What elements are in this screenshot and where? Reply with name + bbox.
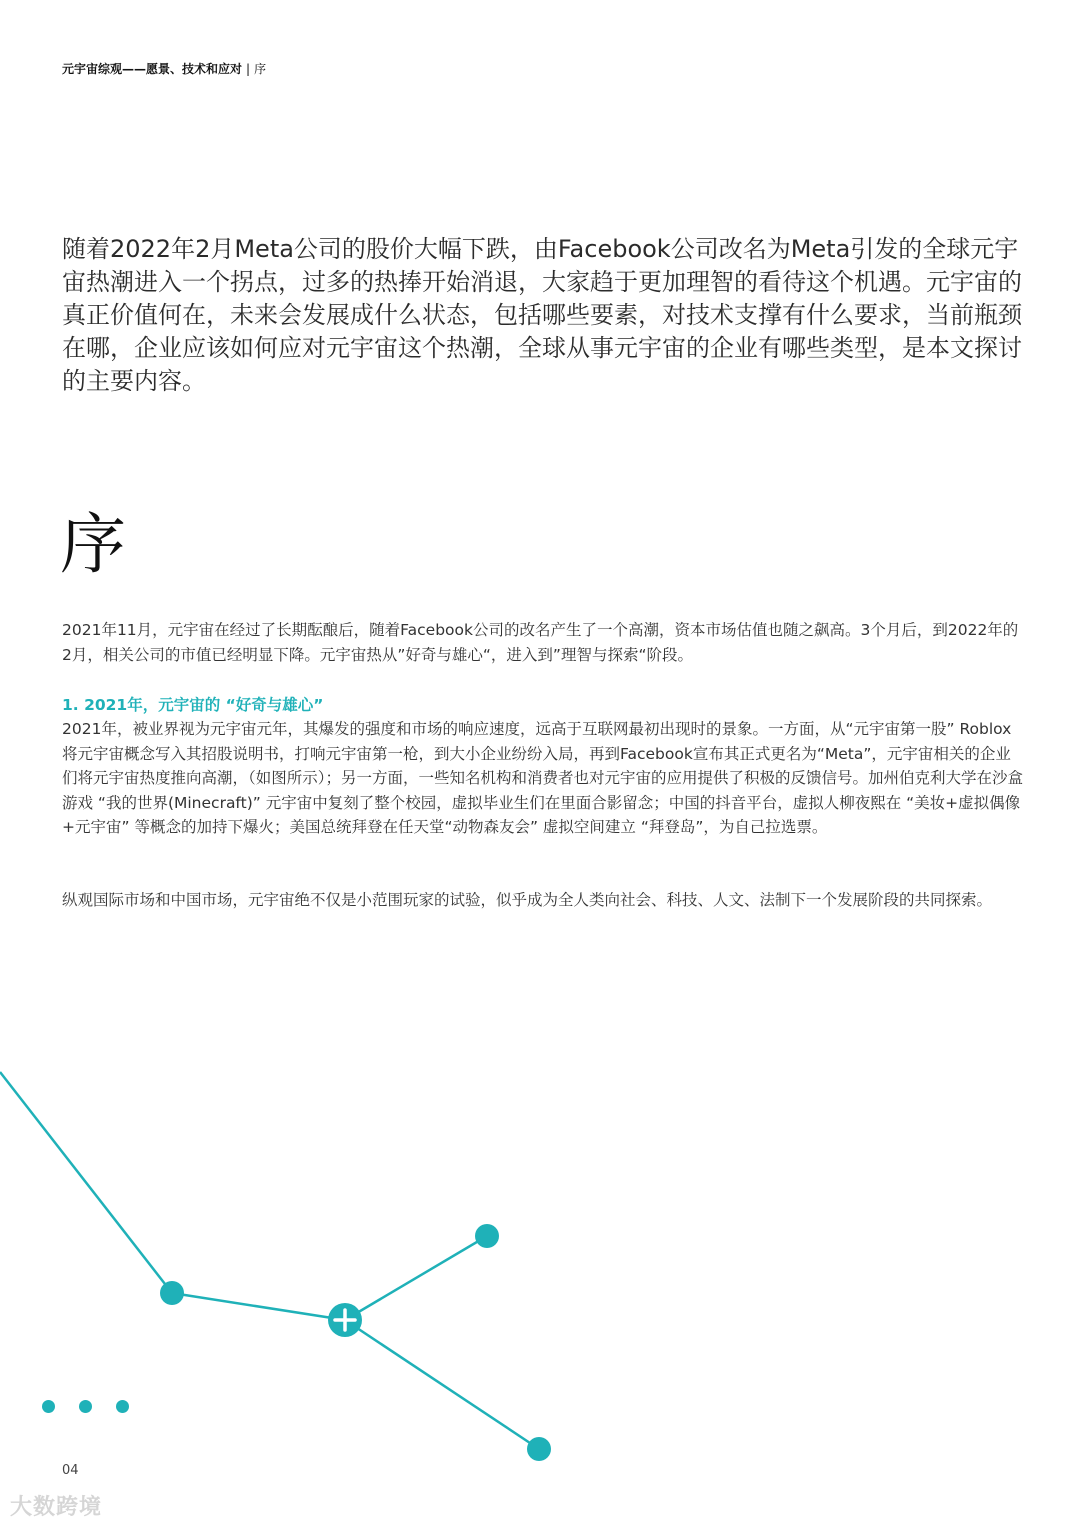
network-line bbox=[345, 1236, 487, 1320]
paragraph-3: 纵观国际市场和中国市场，元宇宙绝不仅是小范围玩家的试验，似乎成为全人类向社会、科技、人文、法制下一个发展阶段的共同探索。 bbox=[62, 891, 993, 909]
intro-paragraph: 随着2022年2月Meta公司的股价大幅下跌，由Facebook公司改名为Meta引发的全球元宇宙热潮进入一个拐点，过多的热捧开始消退，大家趋于更加理智的看待这个机遇。元宇宙的真正价值何在，未来会发展成什么状态，包括哪些要素，对技术支撑有什么要求，当前瓶颈在哪，企业应该如何应对元宇宙这个热潮，全球从事元宇宙的企业有哪些类型，是本文探讨的主要内容。 bbox=[62, 235, 1022, 395]
header-separator: | bbox=[246, 62, 251, 76]
network-node bbox=[475, 1224, 499, 1248]
network-line bbox=[172, 1293, 345, 1320]
paragraph-2: 2021年，被业界视为元宇宙元年，其爆发的强度和市场的响应速度，远高于互联网最初出现时的景象。一方面，从“元宇宙第一股” Roblox将元宇宙概念写入其招股说明书，打响元宇宙第一枪，到大小企业纷纷入局，再到Facebook宣布其正式更名为“Meta”，元宇宙相关的企业们将元宇宙热度推向高潮，（如图所示）；另一方面，一些知名机构和消费者也对元宇宙的应用提供了积极的反馈信号。加州伯克利大学在沙盒游戏 “我的世界(Minecraft)” 元宇宙中复刻了整个校园，虚拟毕业生们在里面合影留念；中国的抖音平台，虚拟人柳夜熙在 “美妆+虚拟偶像+元宇宙” 等概念的加持下爆火；美国总统拜登在任天堂“动物森友会” 虚拟空间建立 “拜登岛”，为自己拉选票。 bbox=[62, 720, 1024, 836]
network-node bbox=[527, 1437, 551, 1461]
ellipsis-dots bbox=[42, 1398, 153, 1417]
dot bbox=[42, 1400, 55, 1413]
dot bbox=[116, 1400, 129, 1413]
page-number: 04 bbox=[62, 1463, 79, 1478]
header-section: 序 bbox=[254, 62, 267, 76]
watermark-logo: 大数跨境 bbox=[10, 1495, 103, 1520]
network-line bbox=[345, 1320, 539, 1449]
dot bbox=[79, 1400, 92, 1413]
paragraph-1: 2021年11月，元宇宙在经过了长期酝酿后，随着Facebook公司的改名产生了一个高潮，资本市场估值也随之飙高。3个月后，到2022年的2月，相关公司的市值已经明显下降。元宇宙热从”好奇与雄心“，进入到”理智与探索“阶段。 bbox=[62, 621, 1019, 664]
network-line bbox=[0, 1072, 172, 1293]
sub-heading: 1. 2021年，元宇宙的 “好奇与雄心” bbox=[62, 696, 324, 714]
network-node bbox=[160, 1281, 184, 1305]
running-header bbox=[62, 60, 266, 77]
section-title: 序 bbox=[60, 506, 126, 583]
header-doc-title: 元宇宙综观——愿景、技术和应对 bbox=[62, 62, 243, 76]
